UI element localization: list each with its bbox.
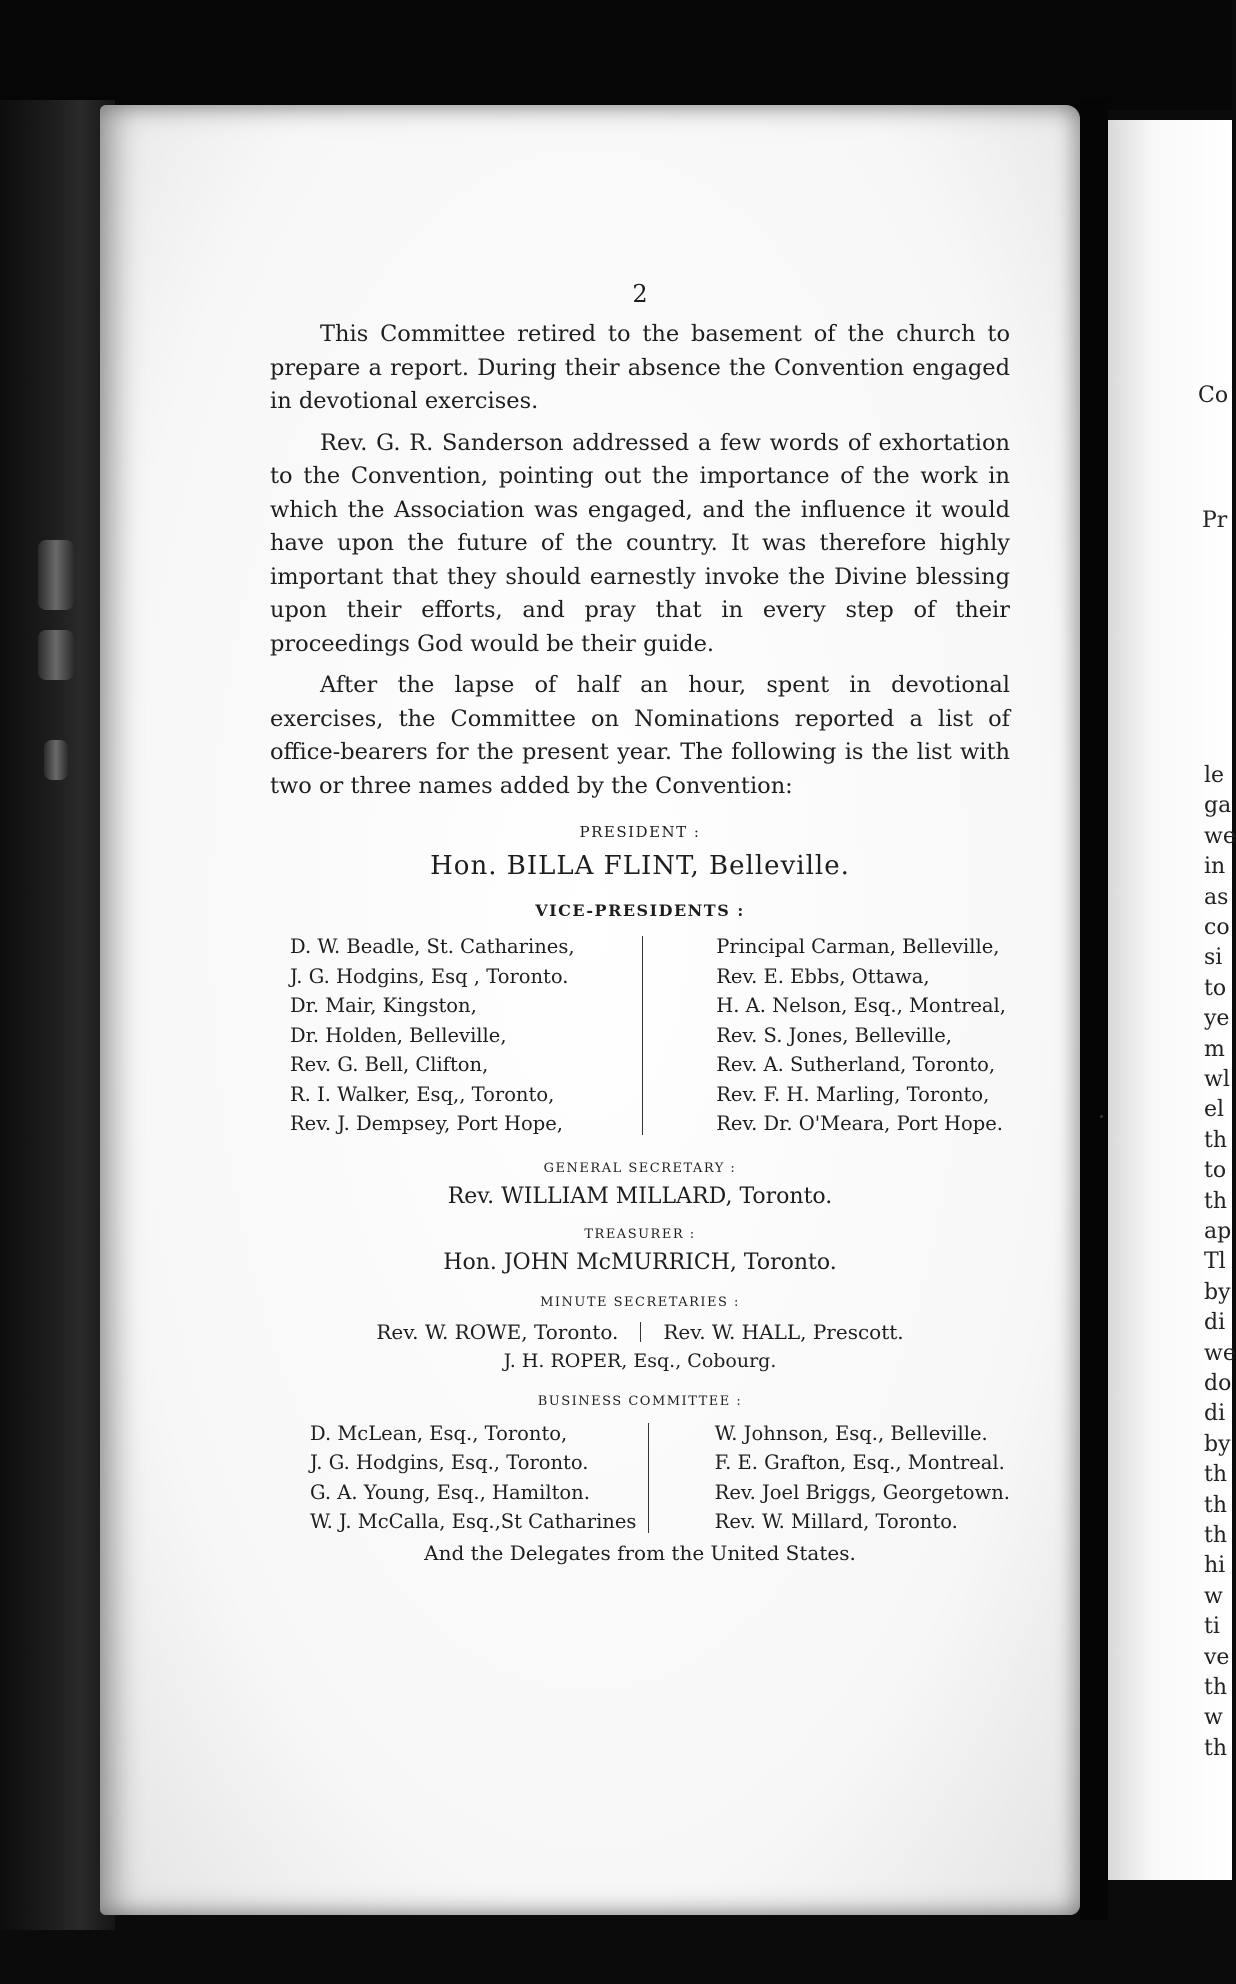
- facing-text-fragment: ga: [1204, 793, 1232, 819]
- closing-line: And the Delegates from the United States.: [424, 1540, 856, 1565]
- facing-text-fragment: ve: [1204, 1644, 1230, 1670]
- facing-text-fragment: co: [1204, 915, 1230, 940]
- page-gutter: [1080, 100, 1108, 1920]
- facing-text-fragment: wl: [1204, 1067, 1230, 1092]
- page-content: [270, 280, 1010, 1565]
- minute-secretary: Rev. W. HALL, Prescott.: [663, 1319, 904, 1344]
- list-item: Rev. Dr. O'Meara, Port Hope.: [716, 1112, 1003, 1135]
- list-item: J. G. Hodgins, Esq., Toronto.: [310, 1451, 589, 1474]
- general-secretary-name: Rev. WILLIAM MILLARD, Toronto.: [447, 1183, 833, 1209]
- list-item: F. E. Grafton, Esq., Montreal.: [714, 1451, 1005, 1474]
- scan-background-top: [0, 0, 1232, 110]
- list-item: H. A. Nelson, Esq., Montreal,: [716, 994, 1006, 1017]
- minute-secretaries-row: [270, 1320, 1010, 1344]
- business-committee-left: [310, 1419, 636, 1537]
- facing-text-fragment: di: [1204, 1401, 1226, 1427]
- facing-text-fragment: we: [1204, 823, 1236, 849]
- paragraph: After the lapse of half an hour, spent in devotional exercises, the Committee on Nominations reported a list of office-bearers for the present year. The following is the list with two or three names added by the Convention:: [270, 672, 1010, 799]
- facing-text-fragment: w: [1204, 1705, 1223, 1731]
- treasurer-name: Hon. JOHN McMURRICH, Toronto.: [443, 1249, 837, 1275]
- facing-text-fragment: th: [1204, 1188, 1228, 1214]
- list-item: Rev. W. Millard, Toronto.: [714, 1510, 958, 1533]
- vice-presidents-right: [716, 932, 1006, 1139]
- facing-text-fragment: m: [1204, 1036, 1225, 1062]
- column-divider: [648, 1423, 649, 1533]
- facing-text-fragment: th: [1204, 1523, 1228, 1548]
- spine-band: [38, 540, 74, 610]
- business-committee-right: [715, 1419, 1010, 1537]
- minute-secretary: J. H. ROPER, Esq., Cobourg.: [503, 1349, 777, 1372]
- print-speck: [1100, 1115, 1103, 1118]
- facing-text-fragment: th: [1204, 1735, 1228, 1761]
- facing-text-fragment: in: [1204, 854, 1226, 880]
- list-item: Dr. Holden, Belleville,: [290, 1023, 507, 1047]
- list-item: W. Johnson, Esq., Belleville.: [714, 1421, 988, 1445]
- facing-text-fragment: by: [1204, 1279, 1231, 1305]
- column-divider: [642, 936, 643, 1135]
- president-name: Hon. BILLA FLINT, Belleville.: [430, 851, 850, 881]
- president-heading: PRESIDENT :: [579, 823, 701, 841]
- facing-text-fragment: th: [1204, 1462, 1228, 1488]
- facing-text-fragment: hi: [1204, 1553, 1226, 1579]
- vice-presidents-list: [270, 932, 1010, 1139]
- book-binding: [0, 100, 115, 1930]
- paragraph: Rev. G. R. Sanderson addressed a few words of exhortation to the Convention, pointing out the importance of the work in which the Association was engaged, and the influence it would have upon the future of the country. It was therefore highly important that they should earnestly invoke the Divine blessing upon their efforts, and pray that in every step of their proceedings God would be their guide.: [270, 429, 1010, 657]
- paragraph: This Committee retired to the basement of the church to prepare a report. During their absence the Convention engaged in devotional exercises.: [270, 321, 1010, 414]
- facing-text-fragment: ti: [1204, 1614, 1220, 1640]
- minute-secretary: Rev. W. ROWE, Toronto.: [376, 1319, 619, 1344]
- list-item: Rev. F. H. Marling, Toronto,: [716, 1082, 990, 1106]
- general-secretary-heading: GENERAL SECRETARY :: [543, 1160, 737, 1176]
- business-committee-heading: BUSINESS COMMITTEE :: [537, 1393, 743, 1409]
- facing-text-fragment: Tl: [1204, 1249, 1226, 1275]
- list-item: Rev. S. Jones, Belleville,: [716, 1023, 953, 1047]
- list-item: Rev. G. Bell, Clifton,: [290, 1053, 489, 1076]
- business-committee-list: [270, 1419, 1010, 1537]
- list-item: Rev. J. Dempsey, Port Hope,: [290, 1112, 563, 1135]
- facing-text-fragment: we: [1204, 1340, 1236, 1366]
- minute-secretaries-heading: MINUTE SECRETARIES :: [540, 1294, 740, 1310]
- list-item: D. W. Beadle, St. Catharines,: [290, 935, 575, 958]
- list-item: Rev. A. Sutherland, Toronto,: [716, 1053, 996, 1076]
- vice-presidents-left: [290, 932, 575, 1139]
- list-item: G. A. Young, Esq., Hamilton.: [310, 1480, 590, 1504]
- facing-text-fragment: to: [1204, 1158, 1227, 1184]
- list-item: W. J. McCalla, Esq.,St Catharines: [310, 1510, 637, 1533]
- list-item: J. G. Hodgins, Esq , Toronto.: [290, 964, 569, 988]
- facing-text-fragment: th: [1204, 1127, 1228, 1153]
- facing-text-fragment: as: [1204, 884, 1229, 910]
- treasurer-heading: TREASURER :: [584, 1226, 696, 1242]
- facing-text-fragment: to: [1204, 975, 1227, 1001]
- facing-text-fragment: si: [1204, 945, 1223, 971]
- facing-page-fragment: [1108, 120, 1236, 1880]
- vice-presidents-heading: VICE-PRESIDENTS :: [535, 901, 745, 920]
- facing-text-fragment: el: [1204, 1097, 1225, 1123]
- facing-text-fragment: th: [1204, 1675, 1228, 1700]
- facing-word: Co: [1198, 383, 1229, 408]
- facing-text-fragment: by: [1204, 1431, 1231, 1457]
- facing-text-fragment: w: [1204, 1583, 1223, 1609]
- facing-word: Pr: [1202, 508, 1228, 533]
- list-item: Principal Carman, Belleville,: [716, 935, 1000, 958]
- facing-text-fragment: ye: [1204, 1006, 1230, 1032]
- spine-band: [38, 630, 74, 680]
- facing-text-fragment: di: [1204, 1310, 1226, 1336]
- list-item: D. McLean, Esq., Toronto,: [310, 1421, 568, 1445]
- facing-text-fragment: le: [1204, 763, 1225, 788]
- list-item: R. I. Walker, Esq,, Toronto,: [290, 1082, 555, 1106]
- list-item: Dr. Mair, Kingston,: [290, 994, 477, 1017]
- facing-text-fragment: do: [1204, 1371, 1232, 1396]
- facing-text-fragment: ap: [1204, 1219, 1232, 1244]
- column-divider: [640, 1322, 641, 1342]
- list-item: Rev. E. Ebbs, Ottawa,: [716, 964, 930, 988]
- page-number: 2: [632, 280, 648, 308]
- list-item: Rev. Joel Briggs, Georgetown.: [714, 1480, 1010, 1504]
- spine-band: [44, 740, 68, 780]
- facing-text-fragment: th: [1204, 1492, 1228, 1518]
